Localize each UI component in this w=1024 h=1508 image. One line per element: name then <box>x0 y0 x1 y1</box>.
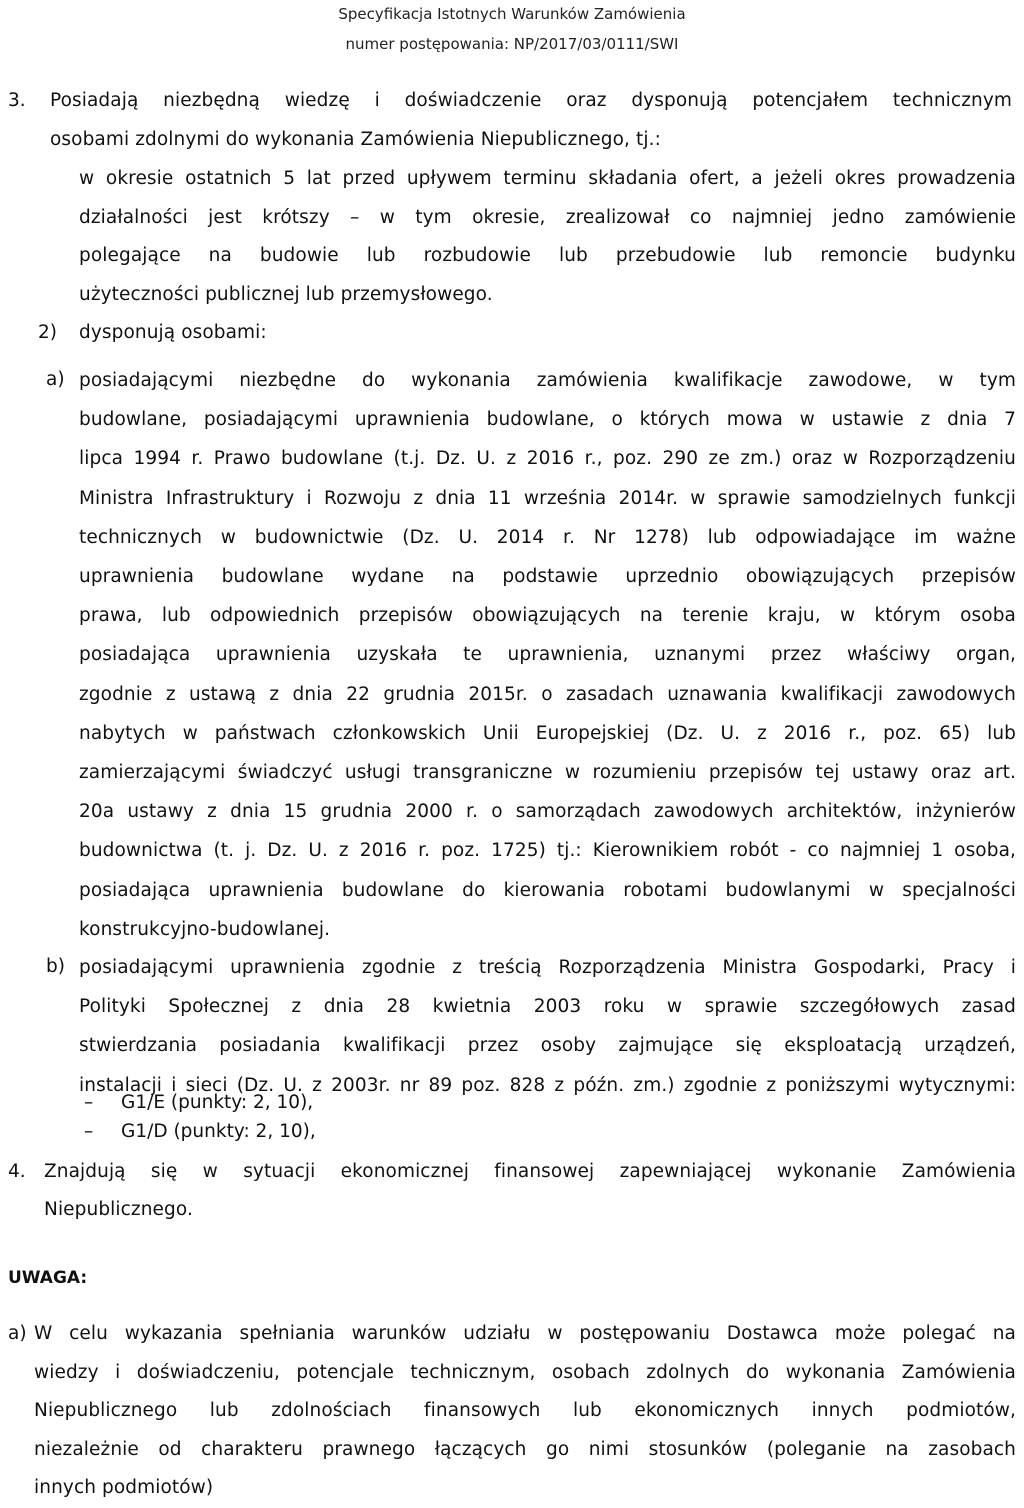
sub-item-2-marker: 2) <box>38 322 57 343</box>
procedure-number: numer postępowania: NP/2017/03/0111/SWI <box>345 35 679 53</box>
text-line: nabytych w państwach członkowskich Unii Europejskiej (Dz. U. z 2016 r., poz. 65) lub <box>79 722 1016 744</box>
text-line: innych podmiotów) <box>34 1477 214 1499</box>
text-line: osobami zdolnymi do wykonania Zamówienia Niepublicznego, tj.: <box>50 128 661 150</box>
text-line: budownictwa (t. j. Dz. U. z 2016 r. poz. 1725) tj.: Kierownikiem robót - co najmniej 1 osoba, <box>79 840 1016 862</box>
text-line: technicznych w budownictwie (Dz. U. 2014 r. Nr 1278) lub odpowiadające im ważne <box>79 526 1016 548</box>
uwaga-a-text <box>34 1315 1016 1508</box>
bullet-text: G1/D (punkty: 2, 10), <box>121 1121 316 1142</box>
text-line: Niepublicznego. <box>44 1199 193 1220</box>
text-line: uprawnienia budowlane wydane na podstawie uprzednio obowiązujących przepisów <box>79 566 1016 588</box>
uwaga-a-marker: a) <box>8 1323 27 1344</box>
item-4-text <box>44 1153 1016 1229</box>
uwaga-heading: UWAGA: <box>8 1268 88 1288</box>
text-line: Polityki Społecznej z dnia 28 kwietnia 2003 roku w sprawie szczegółowych zasad <box>79 996 1016 1018</box>
text-line: instalacji i sieci (Dz. U. z 2003r. nr 89 poz. 828 z późn. zm.) zgodnie z poniższymi wytycznymi: <box>79 1074 1016 1096</box>
text-line: zamierzającymi świadczyć usługi transgraniczne w rozumieniu przepisów tej ustawy oraz art. <box>79 762 1016 784</box>
text-line: posiadającymi uprawnienia zgodnie z treścią Rozporządzenia Ministra Gospodarki, Pracy i <box>79 957 1016 978</box>
document-header-title: Specyfikacja Istotnych Warunków Zamówienia <box>338 5 686 23</box>
text-line: Niepublicznego lub zdolnościach finansowych lub ekonomicznych innych podmiotów, <box>34 1400 1016 1422</box>
text-line: posiadająca uprawnienia budowlane do kierowania robotami budowlanymi w specjalności <box>79 879 1016 901</box>
text-line: wiedzy i doświadczeniu, potencjale technicznym, osobach zdolnych do wykonania Zamówienia <box>34 1361 1016 1383</box>
point-b-marker: b) <box>46 956 65 977</box>
sub-item-2-lead: dysponują osobami: <box>79 322 267 343</box>
text-line: 20a ustawy z dnia 15 grudnia 2000 r. o samorządach zawodowych architektów, inżynierów <box>79 801 1016 823</box>
item-3-marker: 3. <box>8 90 26 111</box>
text-line: W celu wykazania spełniania warunków udziału w postępowaniu Dostawca może polegać na <box>34 1323 1016 1344</box>
text-line: działalności jest krótszy – w tym okresie, zrealizował co najmniej jedno zamówienie <box>79 206 1016 228</box>
bullet-text: G1/E (punkty: 2, 10), <box>121 1092 314 1113</box>
text-line: niezależnie od charakteru prawnego łączących go nimi stosunków (poleganie na zasobach <box>34 1438 1016 1460</box>
item-3-text <box>50 82 1012 159</box>
bullet-dash: – <box>84 1092 94 1113</box>
text-line: stwierdzania posiadania kwalifikacji przez osoby zajmujące się eksploatacją urządzeń, <box>79 1035 1016 1057</box>
text-line: konstrukcyjno-budowlanej. <box>79 918 331 940</box>
text-line: Ministra Infrastruktury i Rozwoju z dnia 11 września 2014r. w sprawie samodzielnych funkcji <box>79 487 1016 509</box>
text-line: w okresie ostatnich 5 lat przed upływem terminu składania ofert, a jeżeli okres prowadzenia <box>79 168 1016 189</box>
item-4-marker: 4. <box>8 1161 26 1182</box>
text-line: lipca 1994 r. Prawo budowlane (t.j. Dz. U. z 2016 r., poz. 290 ze zm.) oraz w Rozporządzeniu <box>79 448 1016 470</box>
text-line: zgodnie z ustawą z dnia 22 grudnia 2015r. o zasadach uznawania kwalifikacji zawodowych <box>79 683 1016 705</box>
text-line: polegające na budowie lub rozbudowie lub przebudowie lub remoncie budynku <box>79 245 1016 267</box>
text-line: budowlane, posiadającymi uprawnienia budowlane, o których mowa w ustawie z dnia 7 <box>79 409 1016 431</box>
point-a-text <box>79 361 1016 949</box>
text-line: prawa, lub odpowiednich przepisów obowiązujących na terenie kraju, w którym osoba <box>79 605 1016 627</box>
sub-item-1-text <box>79 160 1016 314</box>
text-line: Znajdują się w sytuacji ekonomicznej finansowej zapewniającej wykonanie Zamówienia <box>44 1161 1016 1182</box>
text-line: użyteczności publicznej lub przemysłowego. <box>79 283 493 305</box>
text-line: posiadającymi niezbędne do wykonania zamówienia kwalifikacje zawodowe, w tym <box>79 370 1016 391</box>
text-line: posiadająca uprawnienia uzyskała te uprawnienia, uznanymi przez właściwy organ, <box>79 644 1016 666</box>
point-b-text <box>79 948 1016 1105</box>
text-line: Posiadają niezbędną wiedzę i doświadczenie oraz dysponują potencjałem technicznym <box>50 90 1012 111</box>
point-a-marker: a) <box>46 369 65 390</box>
bullet-dash: – <box>84 1121 94 1142</box>
